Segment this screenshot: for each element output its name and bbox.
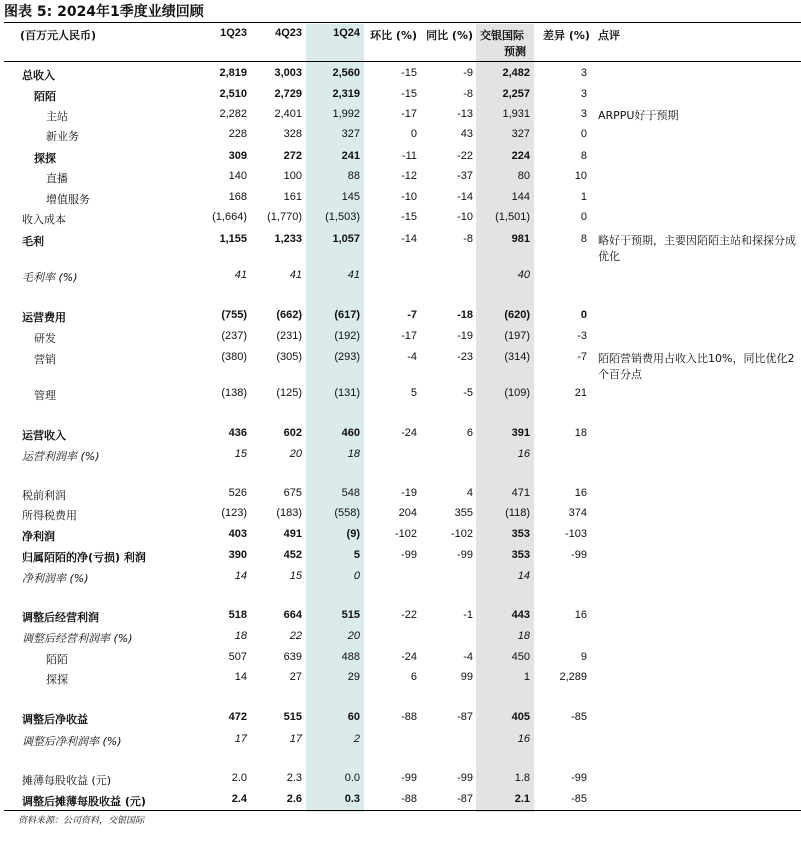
cell-c3: 0.0 (344, 772, 360, 784)
cell-c1: 403 (228, 528, 247, 540)
cell-c6: (1,501) (495, 211, 530, 223)
cell-c7: 8 (580, 150, 587, 162)
header-estimate: 交银国际 (480, 29, 524, 42)
cell-c7: -103 (564, 528, 587, 540)
row-comment: 陌陌营销费用占收入比10%，同比优化2个百分点 (598, 352, 795, 381)
cell-c1: 2,282 (219, 108, 247, 120)
row-label: 运营利润率 (%) (22, 450, 100, 463)
cell-c4: -12 (401, 170, 417, 182)
cell-c6: 353 (511, 549, 530, 561)
cell-c3: 460 (341, 427, 360, 439)
cell-c4: -99 (401, 772, 417, 784)
cell-c2: 2,401 (274, 108, 302, 120)
cell-c7: -7 (577, 351, 587, 363)
cell-c3: (1,503) (325, 211, 360, 223)
cell-c5: 99 (460, 671, 473, 683)
cell-c2: 22 (289, 630, 302, 642)
cell-c3: 515 (341, 609, 360, 621)
row-label: 陌陌 (34, 90, 56, 103)
cell-c4: -19 (401, 487, 417, 499)
cell-c2: 664 (283, 609, 302, 621)
row-label: 税前利润 (22, 489, 66, 502)
cell-c2: 27 (289, 671, 302, 683)
table-row (0, 126, 801, 146)
cell-c4: -99 (401, 549, 417, 561)
cell-c3: (558) (334, 507, 360, 519)
cell-c6: 16 (517, 733, 530, 745)
cell-c2: (1,770) (267, 211, 302, 223)
cell-c7: 16 (574, 609, 587, 621)
row-label: 运营费用 (22, 311, 66, 324)
cell-c3: (9) (346, 528, 360, 540)
cell-c2: 161 (283, 191, 302, 203)
cell-c5: 355 (454, 507, 473, 519)
cell-c6: 1 (523, 671, 530, 683)
row-label: 净利润 (22, 530, 55, 543)
cell-c4: -15 (401, 211, 417, 223)
cell-c7: 3 (580, 67, 587, 79)
cell-c5: -13 (457, 108, 473, 120)
cell-c6: 2,257 (502, 88, 530, 100)
row-label: 探探 (34, 152, 56, 165)
cell-c3: 0.3 (344, 793, 360, 805)
row-label: 净利润率 (%) (22, 572, 89, 585)
row-label: 毛利 (22, 235, 44, 248)
cell-c2: 328 (283, 128, 302, 140)
cell-c6: 353 (511, 528, 530, 540)
row-label: 增值服务 (46, 193, 90, 206)
cell-c4: -17 (401, 330, 417, 342)
cell-c5: 43 (460, 128, 473, 140)
table-row (0, 446, 801, 466)
table-row (0, 328, 801, 348)
cell-c6: (118) (505, 507, 530, 519)
header-1q23: 1Q23 (220, 27, 247, 39)
cell-c3: 1,992 (332, 108, 360, 120)
cell-c3: 2 (353, 733, 360, 745)
table-row (0, 231, 801, 263)
cell-c3: 2,319 (332, 88, 360, 100)
table-row (0, 669, 801, 689)
cell-c7: -85 (571, 711, 587, 723)
cell-c2: 15 (289, 570, 302, 582)
cell-c2: 491 (283, 528, 302, 540)
cell-c2: 2.6 (286, 793, 302, 805)
cell-c1: 390 (228, 549, 247, 561)
cell-c1: 18 (234, 630, 247, 642)
row-label: 调整后摊薄每股收益 (元) (22, 795, 146, 808)
row-label: 调整后经营利润 (22, 611, 99, 624)
cell-c6: 327 (511, 128, 530, 140)
row-label: 所得税费用 (22, 509, 77, 522)
cell-c6: (197) (504, 330, 530, 342)
table-row (0, 168, 801, 188)
cell-c7: 1 (580, 191, 587, 203)
cell-c1: (755) (221, 309, 247, 321)
cell-c7: 0 (580, 211, 587, 223)
cell-c6: 405 (511, 711, 530, 723)
cell-c4: -11 (401, 150, 417, 162)
cell-c3: (131) (334, 387, 360, 399)
row-label: 探探 (46, 673, 68, 686)
cell-c6: 40 (517, 269, 530, 281)
row-label: 直播 (46, 172, 68, 185)
cell-c6: (314) (504, 351, 530, 363)
cell-c5: -1 (463, 609, 473, 621)
cell-c1: 2.4 (231, 793, 247, 805)
cell-c2: 602 (283, 427, 302, 439)
cell-c7: 9 (580, 651, 587, 663)
header-yoy: 同比 (%) (426, 29, 473, 42)
cell-c2: 272 (283, 150, 302, 162)
row-comment: 略好于预期，主要因陌陌主站和探探分成优化 (598, 234, 796, 263)
table-row (0, 148, 801, 168)
cell-c3: 41 (347, 269, 360, 281)
cell-c2: (305) (276, 351, 302, 363)
cell-c1: (1,664) (212, 211, 247, 223)
cell-c6: 14 (517, 570, 530, 582)
cell-c4: -22 (401, 609, 417, 621)
cell-c2: 17 (289, 733, 302, 745)
cell-c7: 16 (574, 487, 587, 499)
cell-c7: 3 (580, 108, 587, 120)
cell-c5: -5 (463, 387, 473, 399)
cell-c4: -17 (401, 108, 417, 120)
table-row (0, 425, 801, 445)
cell-c2: 100 (283, 170, 302, 182)
table-row (0, 568, 801, 588)
figure-title: 图表 5: 2024年1季度业绩回顾 (4, 4, 204, 20)
table-row (0, 731, 801, 751)
cell-c7: 18 (574, 427, 587, 439)
header-estimate-line2: 预测 (504, 45, 526, 58)
cell-c3: (192) (334, 330, 360, 342)
table-row (0, 86, 801, 106)
cell-c6: 450 (511, 651, 530, 663)
table-row (0, 189, 801, 209)
cell-c2: 20 (289, 448, 302, 460)
header-qoq: 环比 (%) (370, 29, 417, 42)
cell-c1: 17 (234, 733, 247, 745)
cell-c1: 2,819 (219, 67, 247, 79)
cell-c2: 515 (283, 711, 302, 723)
cell-c2: 2,729 (274, 88, 302, 100)
cell-c3: 145 (341, 191, 360, 203)
cell-c2: 3,003 (274, 67, 302, 79)
cell-c3: 18 (347, 448, 360, 460)
cell-c7: 21 (574, 387, 587, 399)
cell-c3: 2,560 (332, 67, 360, 79)
cell-c6: 471 (511, 487, 530, 499)
cell-c1: 14 (234, 671, 247, 683)
cell-c1: (380) (221, 351, 247, 363)
cell-c1: (138) (221, 387, 247, 399)
cell-c4: -24 (401, 427, 417, 439)
row-label: 调整后净收益 (22, 713, 88, 726)
cell-c1: 2.0 (231, 772, 247, 784)
cell-c7: 8 (580, 233, 587, 245)
table-row (0, 209, 801, 229)
cell-c7: -3 (577, 330, 587, 342)
cell-c7: -99 (571, 772, 587, 784)
cell-c5: -18 (457, 309, 473, 321)
cell-c6: 224 (511, 150, 530, 162)
cell-c4: 0 (410, 128, 417, 140)
cell-c1: 14 (234, 570, 247, 582)
table-row (0, 649, 801, 669)
cell-c6: 981 (511, 233, 530, 245)
cell-c5: -87 (457, 711, 473, 723)
cell-c6: (620) (504, 309, 530, 321)
cell-c6: 1,931 (502, 108, 530, 120)
row-label: 调整后经营利润率 (%) (22, 632, 133, 645)
cell-c2: (231) (276, 330, 302, 342)
header-1q24: 1Q24 (333, 27, 360, 39)
table-row (0, 607, 801, 627)
cell-c5: 4 (466, 487, 473, 499)
cell-c3: 327 (341, 128, 360, 140)
table-row (0, 547, 801, 567)
cell-c5: -8 (463, 233, 473, 245)
table-row (0, 526, 801, 546)
cell-c2: 41 (289, 269, 302, 281)
table-row (0, 770, 801, 790)
row-label: 陌陌 (46, 653, 68, 666)
cell-c3: 0 (353, 570, 360, 582)
cell-c5: -19 (457, 330, 473, 342)
cell-c1: 2,510 (219, 88, 247, 100)
cell-c6: 1.8 (514, 772, 530, 784)
cell-c5: -23 (457, 351, 473, 363)
cell-c1: 15 (234, 448, 247, 460)
cell-c7: 374 (568, 507, 587, 519)
cell-c1: 472 (228, 711, 247, 723)
table-row (0, 267, 801, 287)
header-4q23: 4Q23 (275, 27, 302, 39)
cell-c3: 20 (347, 630, 360, 642)
cell-c6: (109) (504, 387, 530, 399)
cell-c3: 88 (347, 170, 360, 182)
cell-c5: -87 (457, 793, 473, 805)
cell-c2: (183) (276, 507, 302, 519)
header-unit: (百万元人民币) (20, 29, 97, 42)
cell-c6: 2,482 (502, 67, 530, 79)
row-label: 归属陌陌的净(亏损) 利润 (22, 551, 146, 564)
cell-c2: 639 (283, 651, 302, 663)
table-row (0, 485, 801, 505)
cell-c5: -4 (463, 651, 473, 663)
row-label: 管理 (34, 389, 56, 402)
row-label: 收入成本 (22, 213, 66, 226)
row-label: 毛利率 (%) (22, 271, 78, 284)
cell-c1: 436 (228, 427, 247, 439)
cell-c2: (125) (276, 387, 302, 399)
cell-c5: -99 (457, 549, 473, 561)
cell-c3: 548 (341, 487, 360, 499)
header-bottom-rule (4, 61, 801, 62)
cell-c3: 60 (347, 711, 360, 723)
table-row (0, 349, 801, 381)
cell-c7: 0 (580, 128, 587, 140)
cell-c2: 1,233 (274, 233, 302, 245)
cell-c3: 5 (353, 549, 360, 561)
header-variance: 差异 (%) (543, 29, 590, 42)
cell-c1: 507 (228, 651, 247, 663)
row-label: 运营收入 (22, 429, 66, 442)
cell-c5: -10 (457, 211, 473, 223)
cell-c7: -99 (571, 549, 587, 561)
row-label: 调整后净利润率 (%) (22, 735, 122, 748)
header-comment: 点评 (598, 29, 620, 42)
cell-c1: (237) (221, 330, 247, 342)
cell-c6: 443 (511, 609, 530, 621)
cell-c6: 80 (517, 170, 530, 182)
table-row (0, 385, 801, 405)
cell-c3: 1,057 (332, 233, 360, 245)
cell-c6: 2.1 (514, 793, 530, 805)
cell-c3: (617) (334, 309, 360, 321)
cell-c4: -10 (401, 191, 417, 203)
cell-c1: 1,155 (219, 233, 247, 245)
row-label: 总收入 (22, 69, 55, 82)
table-row (0, 307, 801, 327)
cell-c4: -24 (401, 651, 417, 663)
cell-c6: 18 (517, 630, 530, 642)
cell-c5: -22 (457, 150, 473, 162)
cell-c4: -7 (407, 309, 417, 321)
cell-c4: -88 (401, 711, 417, 723)
cell-c2: (662) (276, 309, 302, 321)
row-comment: ARPPU好于预期 (598, 109, 679, 122)
cell-c1: (123) (221, 507, 247, 519)
table-row (0, 106, 801, 126)
cell-c3: 29 (347, 671, 360, 683)
cell-c6: 16 (517, 448, 530, 460)
row-label: 营销 (34, 353, 56, 366)
cell-c4: 5 (410, 387, 417, 399)
cell-c4: 6 (410, 671, 417, 683)
cell-c2: 452 (283, 549, 302, 561)
cell-c5: -102 (450, 528, 473, 540)
cell-c5: 6 (466, 427, 473, 439)
cell-c4: -4 (407, 351, 417, 363)
cell-c4: -88 (401, 793, 417, 805)
cell-c7: 2,289 (559, 671, 587, 683)
table-row (0, 628, 801, 648)
cell-c4: -14 (401, 233, 417, 245)
row-label: 新业务 (46, 130, 79, 143)
table-row (0, 709, 801, 729)
cell-c1: 168 (228, 191, 247, 203)
cell-c5: -14 (457, 191, 473, 203)
cell-c1: 526 (228, 487, 247, 499)
table-row (0, 791, 801, 811)
cell-c1: 41 (234, 269, 247, 281)
row-label: 研发 (34, 332, 56, 345)
row-label: 主站 (46, 110, 68, 123)
cell-c2: 675 (283, 487, 302, 499)
source-note: 资料来源：公司资料，交银国际 (18, 816, 145, 826)
cell-c6: 391 (511, 427, 530, 439)
cell-c1: 518 (228, 609, 247, 621)
cell-c3: 241 (341, 150, 360, 162)
cell-c5: -99 (457, 772, 473, 784)
cell-c3: (293) (334, 351, 360, 363)
cell-c1: 309 (228, 150, 247, 162)
cell-c1: 228 (228, 128, 247, 140)
cell-c6: 144 (511, 191, 530, 203)
cell-c5: -8 (463, 88, 473, 100)
cell-c7: 10 (574, 170, 587, 182)
cell-c5: -37 (457, 170, 473, 182)
table-bottom-rule (4, 810, 801, 811)
cell-c1: 140 (228, 170, 247, 182)
cell-c7: -85 (571, 793, 587, 805)
cell-c2: 2.3 (286, 772, 302, 784)
cell-c5: -9 (463, 67, 473, 79)
table-row (0, 65, 801, 85)
header-top-rule (4, 22, 801, 23)
row-label: 摊薄每股收益 (元) (22, 774, 112, 787)
cell-c3: 488 (341, 651, 360, 663)
cell-c7: 3 (580, 88, 587, 100)
cell-c4: -15 (401, 88, 417, 100)
cell-c4: -15 (401, 67, 417, 79)
cell-c4: -102 (394, 528, 417, 540)
cell-c7: 0 (580, 309, 587, 321)
cell-c4: 204 (398, 507, 417, 519)
table-row (0, 505, 801, 525)
